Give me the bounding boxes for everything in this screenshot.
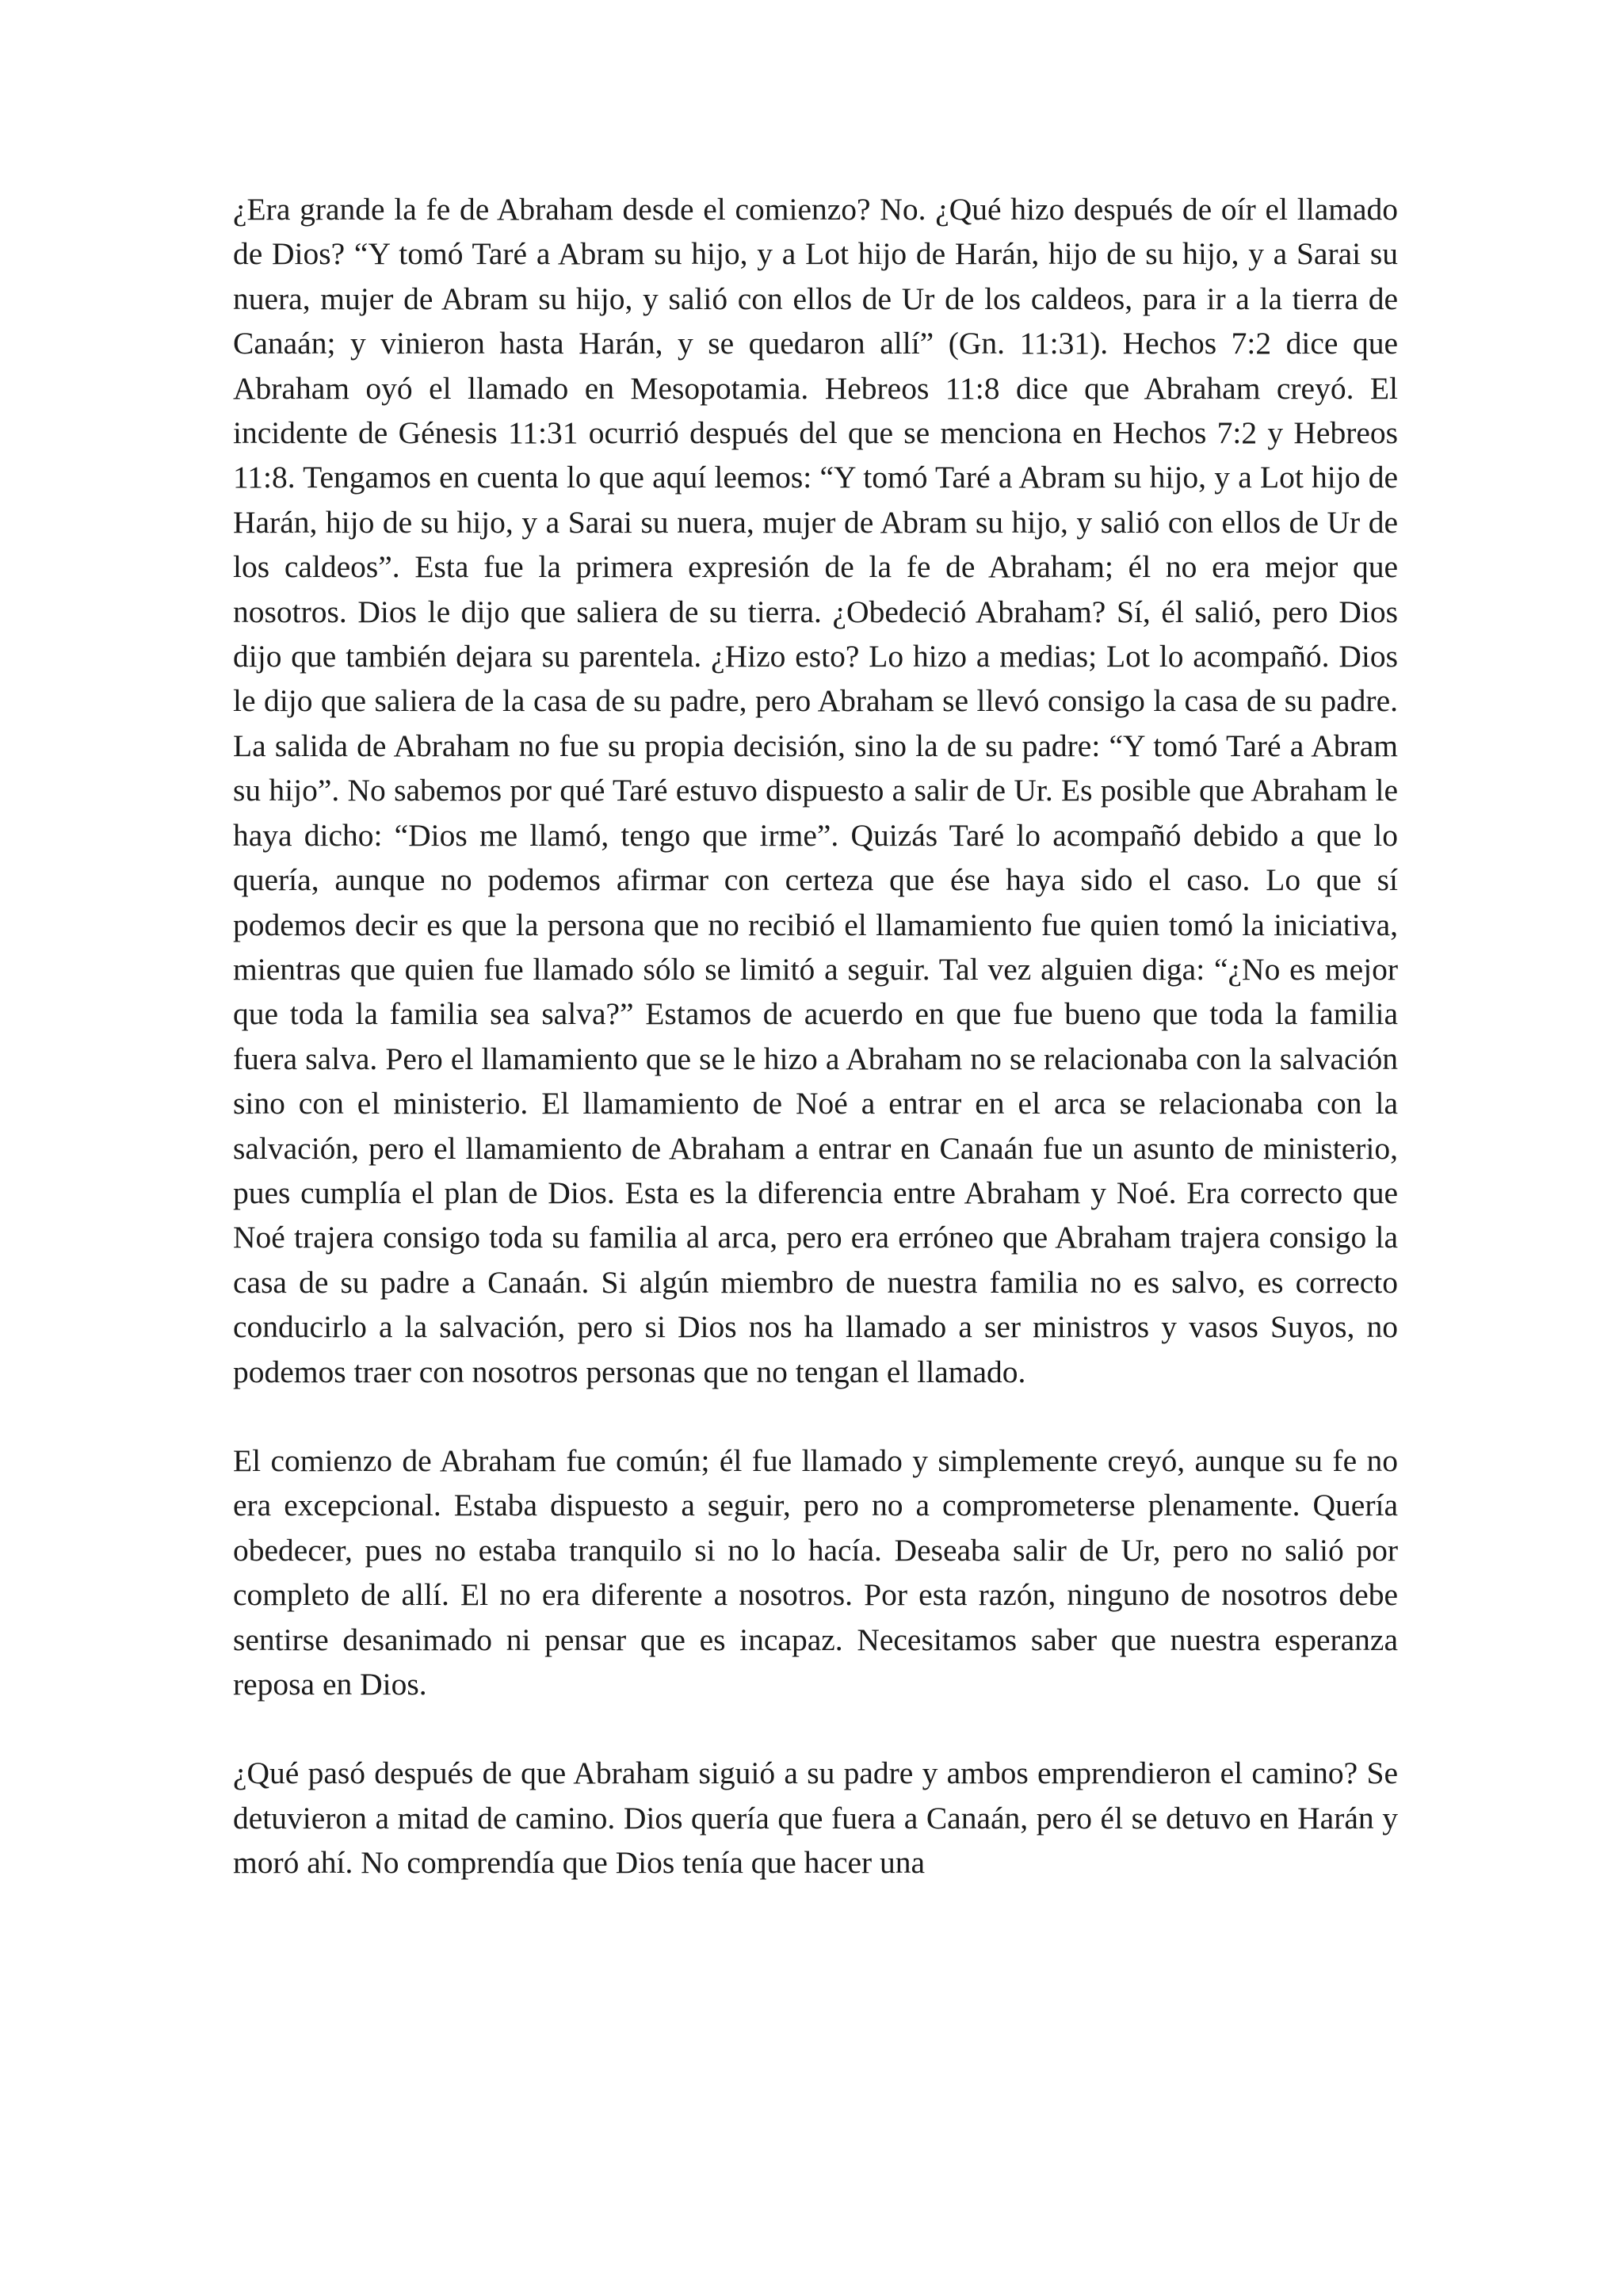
paragraph-1: ¿Era grande la fe de Abraham desde el comienzo? No. ¿Qué hizo después de oír el llamado de Dios? “Y tomó Taré a Abram su hijo, y a Lot hijo de Harán, hijo de su hijo, y a Sarai su nuera, mujer de Abram su hijo, y salió con ellos de Ur de los caldeos, para ir a la tierra de Canaán; y vinieron hasta Harán, y se quedaron allí” (Gn. 11:31). Hechos 7:2 dice que Abraham oyó el llamado en Mesopotamia. Hebreos 11:8 dice que Abraham creyó. El incidente de Génesis 11:31 ocurrió después del que se menciona en Hechos 7:2 y Hebreos 11:8. Tengamos en cuenta lo que aquí leemos: “Y tomó Taré a Abram su hijo, y a Lot hijo de Harán, hijo de su hijo, y a Sarai su nuera, mujer de Abram su hijo, y salió con ellos de Ur de los caldeos”. Esta fue la primera expresión de la fe de Abraham; él no era mejor que nosotros. Dios le dijo que saliera de su tierra. ¿Obedeció Abraham? Sí, él salió, pero Dios dijo que también dejara su parentela. ¿Hizo esto? Lo hizo a medias; Lot lo acompañó. Dios le dijo que saliera de la casa de su padre, pero Abraham se llevó consigo la casa de su padre. La salida de Abraham no fue su propia decisión, sino la de su padre: “Y tomó Taré a Abram su hijo”. No sabemos por qué Taré estuvo dispuesto a salir de Ur. Es posible que Abraham le haya dicho: “Dios me llamó, tengo que irme”. Quizás Taré lo acompañó debido a que lo quería, aunque no podemos afirmar con certeza que ése haya sido el caso. Lo que sí podemos decir es que la persona que no recibió el llamamiento fue quien tomó la iniciativa, mientras que quien fue llamado sólo se limitó a seguir. Tal vez alguien diga: “¿No es mejor que toda la familia sea salva?” Estamos de acuerdo en que fue bueno que toda la familia fuera salva. Pero el llamamiento que se le hizo a Abraham no se relacionaba con la salvación sino con el ministerio. El llamamiento de Noé a entrar en el arca se relacionaba con la salvación, pero el llamamiento de Abraham a entrar en Canaán fue un asunto de ministerio, pues cumplía el plan de Dios. Esta es la diferencia entre Abraham y Noé. Era correcto que Noé trajera consigo toda su familia al arca, pero era erróneo que Abraham trajera consigo la casa de su padre a Canaán. Si algún miembro de nuestra familia no es salvo, es correcto conducirlo a la salvación, pero si Dios nos ha llamado a ser ministros y vasos Suyos, no podemos traer con nosotros personas que no tengan el llamado. (233, 192, 1398, 1389)
paragraph-3: ¿Qué pasó después de que Abraham siguió a su padre y ambos emprendieron el camino? Se detuvieron a mitad de camino. Dios quería que fuera a Canaán, pero él se detuvo en Harán y moró ahí. No comprendía que Dios tenía que hacer una (233, 1755, 1398, 1881)
paragraph-2: El comienzo de Abraham fue común; él fue llamado y simplemente creyó, aunque su fe no era excepcional. Estaba dispuesto a seguir, pero no a comprometerse plenamente. Quería obedecer, pues no estaba tranquilo si no lo hacía. Deseaba salir de Ur, pero no salió por completo de allí. El no era diferente a nosotros. Por esta razón, ninguno de nosotros debe sentirse desanimado ni pensar que es incapaz. Necesitamos saber que nuestra esperanza reposa en Dios. (233, 1442, 1398, 1702)
document-body (233, 187, 1398, 1885)
